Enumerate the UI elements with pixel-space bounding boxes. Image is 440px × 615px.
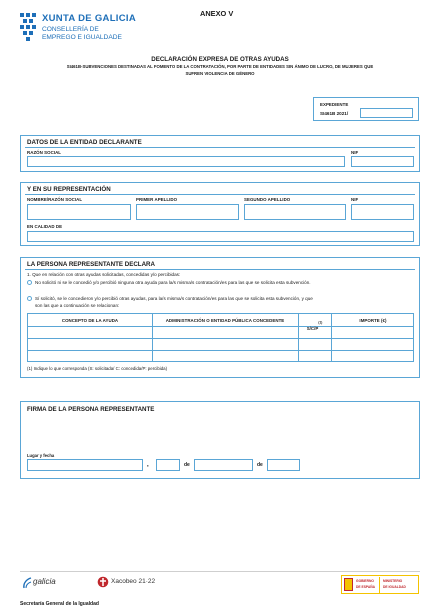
xacobeo-cross-icon	[97, 576, 109, 588]
table-row[interactable]	[28, 351, 413, 362]
document-title: DECLARACIÓN EXPRESA DE OTRAS AYUDAS	[151, 56, 289, 63]
representacion-nif-input[interactable]	[351, 204, 414, 220]
entidad-title: DATOS DE LA ENTIDAD DECLARANTE	[27, 139, 142, 146]
declara-section	[20, 257, 420, 378]
document-subtitle-2: SUFREN VIOLENCIA DE GÉNERO	[185, 71, 255, 76]
declara-title: LA PERSONA REPRESENTANTE DECLARA	[27, 261, 155, 268]
gobierno-logo	[341, 575, 419, 594]
xacobeo-logo	[97, 576, 167, 590]
expediente-input[interactable]	[360, 108, 413, 118]
primer-apellido-label: PRIMER APELLIDO	[136, 197, 178, 202]
dia-input[interactable]	[156, 459, 180, 471]
galicia-swoosh-icon	[22, 577, 32, 589]
segundo-apellido-label: SEGUNDO APELLIDO	[244, 197, 291, 202]
col-importe: IMPORTE (€)	[359, 318, 387, 323]
gobierno-line2: DE ESPAÑA	[356, 585, 375, 589]
xacobeo-wordmark: Xacobeo 21·22	[111, 578, 156, 585]
option-no-text: No solicitó ni se le concedió y/o percibió ninguna otra ayuda para la/s misma/s contratación/es para las que se solicita esta subvención.	[35, 280, 311, 285]
representacion-section	[20, 182, 420, 246]
firma-title: FIRMA DE LA PERSONA REPRESENTANTE	[27, 406, 155, 413]
option-no-radio[interactable]	[27, 280, 32, 285]
option-si-text-2: son las que a continuación se relacionan:	[35, 303, 120, 308]
declara-item1: 1. Que en relación con otras ayudas solicitadas, concedidas y/o percibidas:	[27, 272, 181, 277]
table-header-row	[28, 314, 413, 331]
entidad-nif-input[interactable]	[351, 156, 414, 167]
entidad-section	[20, 135, 420, 172]
xunta-logo	[19, 9, 159, 51]
secretaria-text: Secretaría General de la Igualdad	[20, 601, 99, 607]
xunta-emblem-icon	[19, 12, 37, 44]
firma-section	[20, 401, 420, 479]
document-subtitle-1: SI461B-SUBVENCIONES DESTINADAS AL FOMENTO DE LA CONTRATACIÓN, POR PARTE DE ENTIDADES SIN ÁNIMO DE LUCRO, DE MUJERES QUE	[66, 64, 374, 69]
conselleria-line1: CONSELLERÍA DE	[42, 26, 99, 33]
representacion-title: Y EN SU REPRESENTACIÓN	[27, 186, 111, 193]
table-row[interactable]	[28, 327, 413, 339]
segundo-apellido-input[interactable]	[244, 204, 346, 220]
conselleria-line2: EMPREGO E IGUALDADE	[42, 34, 122, 41]
anio-input[interactable]	[267, 459, 300, 471]
ministerio-line2: DE IGUALDAD	[383, 585, 406, 589]
table-footnote: (1) Indique lo que corresponda (S: solicitada/ C: concedida/P: percibida)	[27, 366, 168, 371]
expediente-prefix: SI461B 2021/	[320, 111, 349, 116]
lugar-comma: ,	[147, 462, 149, 468]
entidad-nif-label: NIF	[351, 150, 359, 155]
nombre-input[interactable]	[27, 204, 131, 220]
galicia-wordmark: galicia	[33, 577, 56, 586]
col-concepto: CONCEPTO DE LA AYUDA	[61, 318, 119, 323]
option-si-text-1: Sí solicitó, se le concedieron y/o percibió otras ayudas, para la/s misma/s contratación/es para las que se solicita esta subvención, y que	[35, 296, 313, 301]
razon-social-label: RAZÓN SOCIAL	[27, 150, 62, 155]
calidad-input[interactable]	[27, 231, 414, 242]
de-label-1: de	[184, 462, 190, 468]
footer-rule	[20, 571, 420, 572]
expediente-box	[313, 97, 419, 121]
gobierno-line1: GOBIERNO	[356, 579, 374, 583]
table-row[interactable]	[28, 339, 413, 351]
nombre-label: NOMBRE/RAZÓN SOCIAL	[27, 197, 83, 202]
annex-label: ANEXO V	[200, 9, 234, 18]
option-si-radio[interactable]	[27, 296, 32, 301]
xunta-logo-title: XUNTA DE GALICIA	[42, 13, 136, 24]
mes-input[interactable]	[194, 459, 253, 471]
representacion-nif-label: NIF	[351, 197, 359, 202]
de-label-2: de	[257, 462, 263, 468]
spain-shield-icon	[344, 578, 353, 591]
galicia-logo	[22, 576, 72, 590]
col-administracion: ADMINISTRACIÓN O ENTIDAD PÚBLICA CONCEDENTE	[165, 318, 285, 323]
calidad-label: EN CALIDAD DE	[27, 224, 63, 229]
col-scp-label: S/C/P	[306, 326, 319, 331]
ministerio-line1: MINISTERIO	[383, 579, 403, 583]
lugar-fecha-label: Lugar y fecha	[27, 453, 55, 458]
col-scp-sup: (1)	[318, 320, 323, 325]
ayudas-table	[27, 313, 414, 362]
lugar-input[interactable]	[27, 459, 143, 471]
expediente-label: EXPEDIENTE	[320, 102, 349, 107]
primer-apellido-input[interactable]	[136, 204, 239, 220]
razon-social-input[interactable]	[27, 156, 345, 167]
